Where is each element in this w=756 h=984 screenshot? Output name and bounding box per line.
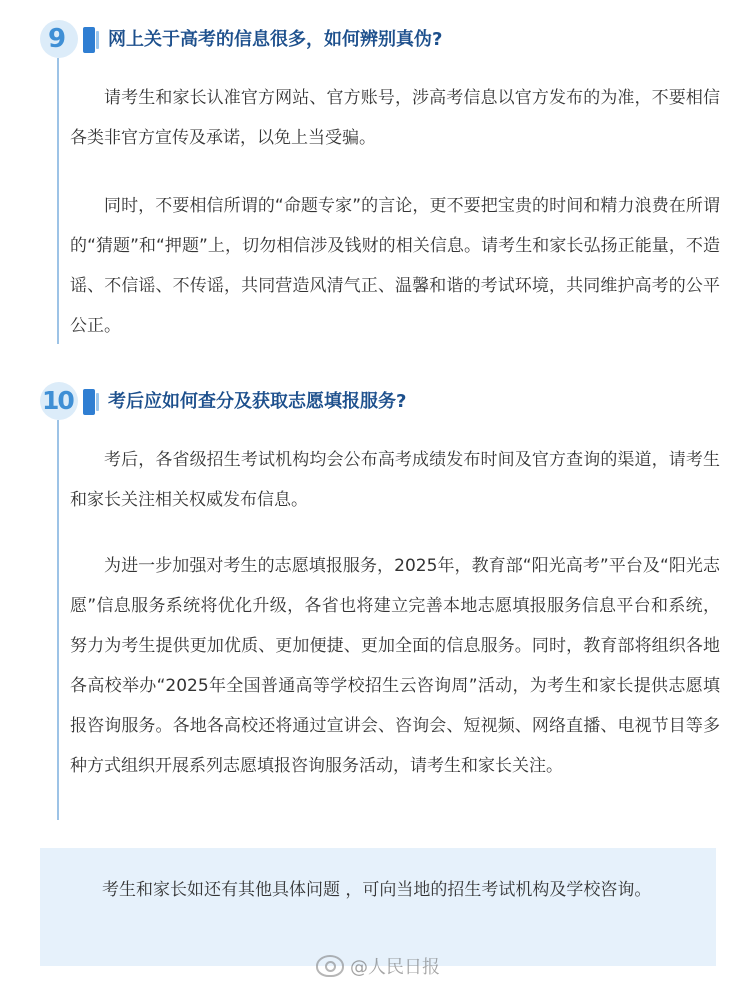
question-number-badge: 10 xyxy=(40,382,78,420)
section-10-line xyxy=(57,420,59,820)
answer-paragraph: 请考生和家长认准官方网站、官方账号，涉高考信息以官方发布的为准，不要相信各类非官方宣传及承诺，以免上当受骗。 xyxy=(70,88,720,148)
question-title: 考后应如何查分及获取志愿填报服务? xyxy=(108,391,407,412)
book-icon xyxy=(83,389,95,415)
question-title: 网上关于高考的信息很多，如何辨别真伪? xyxy=(108,29,443,50)
answer-paragraph: 考后，各省级招生考试机构均会公布高考成绩发布时间及官方查询的渠道，请考生和家长关注相关权威发布信息。 xyxy=(70,450,720,510)
watermark xyxy=(316,952,440,980)
notice-text: 考生和家长如还有其他具体问题 ，可向当地的招生考试机构及学校咨询。 xyxy=(102,880,652,900)
notice-box xyxy=(40,848,716,966)
answer-paragraph: 为进一步加强对考生的志愿填报服务，2025年，教育部“阳光高考”平台及“阳光志愿”信息服务系统将优化升级，各省也将建立完善本地志愿填报服务信息平台和系统，努力为考生提供更加优质、更加便捷、更加全面的信息服务。同时，教育部将组织各地各高校举办“2025年全国普通高等学校招生云咨询周”活动，为考生和家长提供志愿填报咨询服务。各地各高校还将通过宣讲会、咨询会、短视频、网络直播、电视节目等多种方式组织开展系列志愿填报咨询服务活动，请考生和家长关注。 xyxy=(70,556,720,776)
watermark-text: @人民日报 xyxy=(350,957,440,978)
question-number-badge: 9 xyxy=(40,20,78,58)
section-9-line xyxy=(57,58,59,344)
weibo-icon xyxy=(316,955,344,977)
book-icon xyxy=(83,27,95,53)
answer-paragraph: 同时，不要相信所谓的“命题专家”的言论，更不要把宝贵的时间和精力浪费在所谓的“猜题”和“押题”上，切勿相信涉及钱财的相关信息。请考生和家长弘扬正能量，不造谣、不信谣、不传谣，共同营造风清气正、温馨和谐的考试环境，共同维护高考的公平公正。 xyxy=(70,196,720,336)
